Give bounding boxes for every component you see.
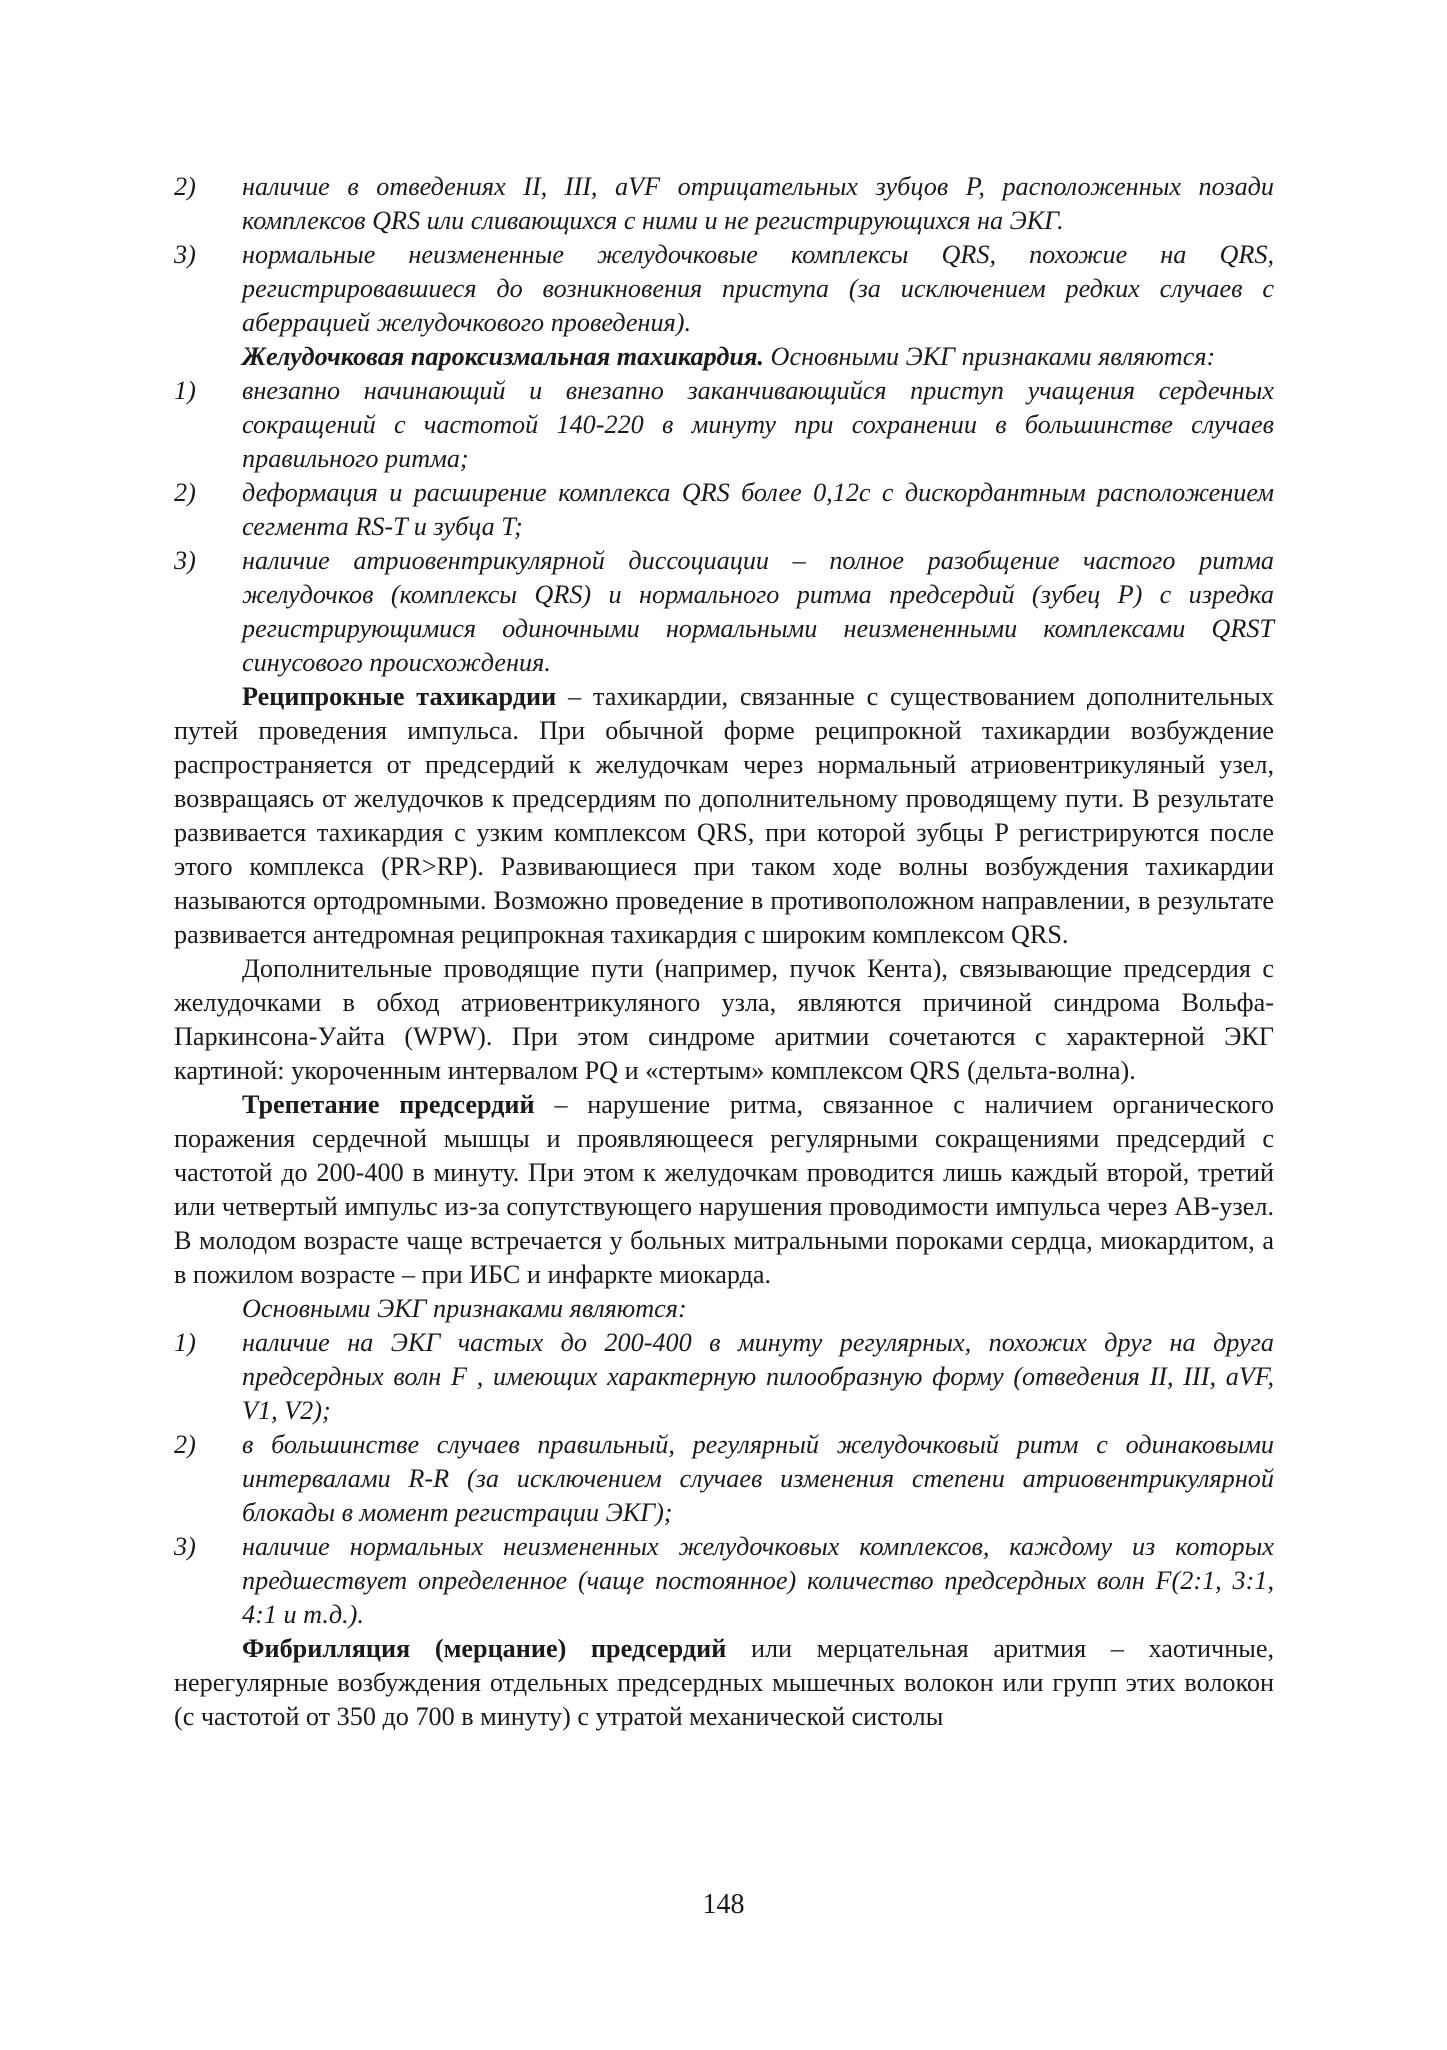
list-text: внезапно начинающий и внезапно заканчивающийся приступ учащения сердечных сокращений с частотой 140-220 в минуту при сохранении в большинстве случаев правильного ритма; [242, 376, 1274, 473]
wpw-paragraph: Дополнительные проводящие пути (например, пучок Кента), связывающие предсердия с желудочками в обход атриовентрикуляного узла, являются причиной синдрома Вольфа-Паркинсона-Уайта (WPW). При этом синдроме аритмии сочетаются с характерной ЭКГ картиной: укороченным интервалом PQ и «стертым» комплексом QRS (дельта-волна). [174, 954, 1274, 1085]
list-item [174, 1428, 1274, 1530]
reciprocal-tachycardia-paragraph [174, 680, 1274, 952]
flutter-intro: Основными ЭКГ признаками являются: [242, 1294, 687, 1323]
list-number: 2) [174, 172, 196, 201]
list-item [174, 544, 1274, 680]
ventricular-heading: Желудочковая пароксизмальная тахикардия. [242, 342, 764, 371]
fibrillation-text: или мерцательная аритмия – хаотичные, нерегулярные возбуждения отдельных предсердных мышечных волокон или групп этих волокон (с частотой от 350 до 700 в минуту) с утратой механической систолы [174, 1634, 1275, 1731]
reciprocal-term: Реципрокные тахикардии [242, 682, 557, 711]
list-number: 3) [174, 1532, 196, 1561]
reciprocal-text: – тахикардии, связанные с существованием дополнительных путей проведения импульса. При обычной форме реципрокной тахикардии возбуждение распространяется от предсердий к желудочкам через нормальный атриовентрикуляный узел, возвращаясь от желудочков к предсердиям по дополнительному проводящему пути. В результате развивается тахикардия с узким комплексом QRS, при которой зубцы P регистрируются после этого комплекса (PR>RP). Развивающиеся при таком ходе волны возбуждения тахикардии называются ортодромными. Возможно проведение в противоположном направлении, в результате развивается антедромная реципрокная тахикардия с широким комплексом QRS. [174, 682, 1274, 949]
list-text: наличие нормальных неизмененных желудочковых комплексов, каждому из которых предшествует определенное (чаще постоянное) количество предсердных волн F(2:1, 3:1, 4:1 и т.д.). [242, 1532, 1274, 1629]
list-text: наличие атриовентрикулярной диссоциации – полное разобщение частого ритма желудочков (комплексы QRS) и нормального ритма предсердий (зубец P) с изредка регистрирующимися одиночными нормальными неизмененными комплексами QRST синусового происхождения. [242, 546, 1274, 677]
list-number: 3) [174, 240, 196, 269]
list-text: в большинстве случаев правильный, регулярный желудочковый ритм с одинаковыми интервалами R-R (за исключением случаев изменения степени атриовентрикулярной блокады в момент регистрации ЭКГ); [242, 1430, 1274, 1527]
list-item [174, 476, 1274, 544]
list-number: 1) [174, 376, 196, 405]
list-item [174, 238, 1274, 340]
list-item [174, 1530, 1274, 1632]
ventricular-tachycardia-paragraph [174, 340, 1274, 374]
list-number: 1) [174, 1328, 196, 1357]
list-text: наличие в отведениях II, III, aVF отрицательных зубцов P, расположенных позади комплексов QRS или сливающихся с ними и не регистрирующихся на ЭКГ. [242, 172, 1274, 235]
flutter-text: – нарушение ритма, связанное с наличием органического поражения сердечной мышцы и проявляющееся регулярными сокращениями предсердий с частотой до 200-400 в минуту. При этом к желудочкам проводится лишь каждый второй, третий или четвертый импульс из-за сопутствующего нарушения проводимости импульса через АВ-узел. В молодом возрасте чаще встречается у больных митральными пороками сердца, миокардитом, а в пожилом возрасте – при ИБС и инфаркте миокарда. [174, 1090, 1274, 1289]
list-number: 3) [174, 546, 196, 575]
ventricular-intro: Основными ЭКГ признаками являются: [763, 342, 1216, 371]
list-text: деформация и расширение комплекса QRS более 0,12с с дискордантным расположением сегмента RS-T и зубца T; [242, 478, 1274, 541]
page-number: 148 [702, 1889, 745, 1920]
atrial-flutter-paragraph [174, 1088, 1274, 1292]
atrial-fibrillation-paragraph [174, 1632, 1274, 1734]
list-item [174, 374, 1274, 476]
list-text: наличие на ЭКГ частых до 200-400 в минуту регулярных, похожих друг на друга предсердных волн F , имеющих характерную пилообразную форму (отведения II, III, aVF, V1, V2); [242, 1328, 1274, 1425]
list-text: нормальные неизмененные желудочковые комплексы QRS, похожие на QRS, регистрировавшиеся до возникновения приступа (за исключением редких случаев с аберрацией желудочкового проведения). [242, 240, 1274, 337]
list-item [174, 1326, 1274, 1428]
fibrillation-term: Фибрилляция (мерцание) предсердий [242, 1634, 727, 1663]
list-number: 2) [174, 1430, 196, 1459]
list-number: 2) [174, 478, 196, 507]
page-text [174, 170, 1274, 1734]
list-item [174, 170, 1274, 238]
flutter-term: Трепетание предсердий [242, 1090, 535, 1119]
